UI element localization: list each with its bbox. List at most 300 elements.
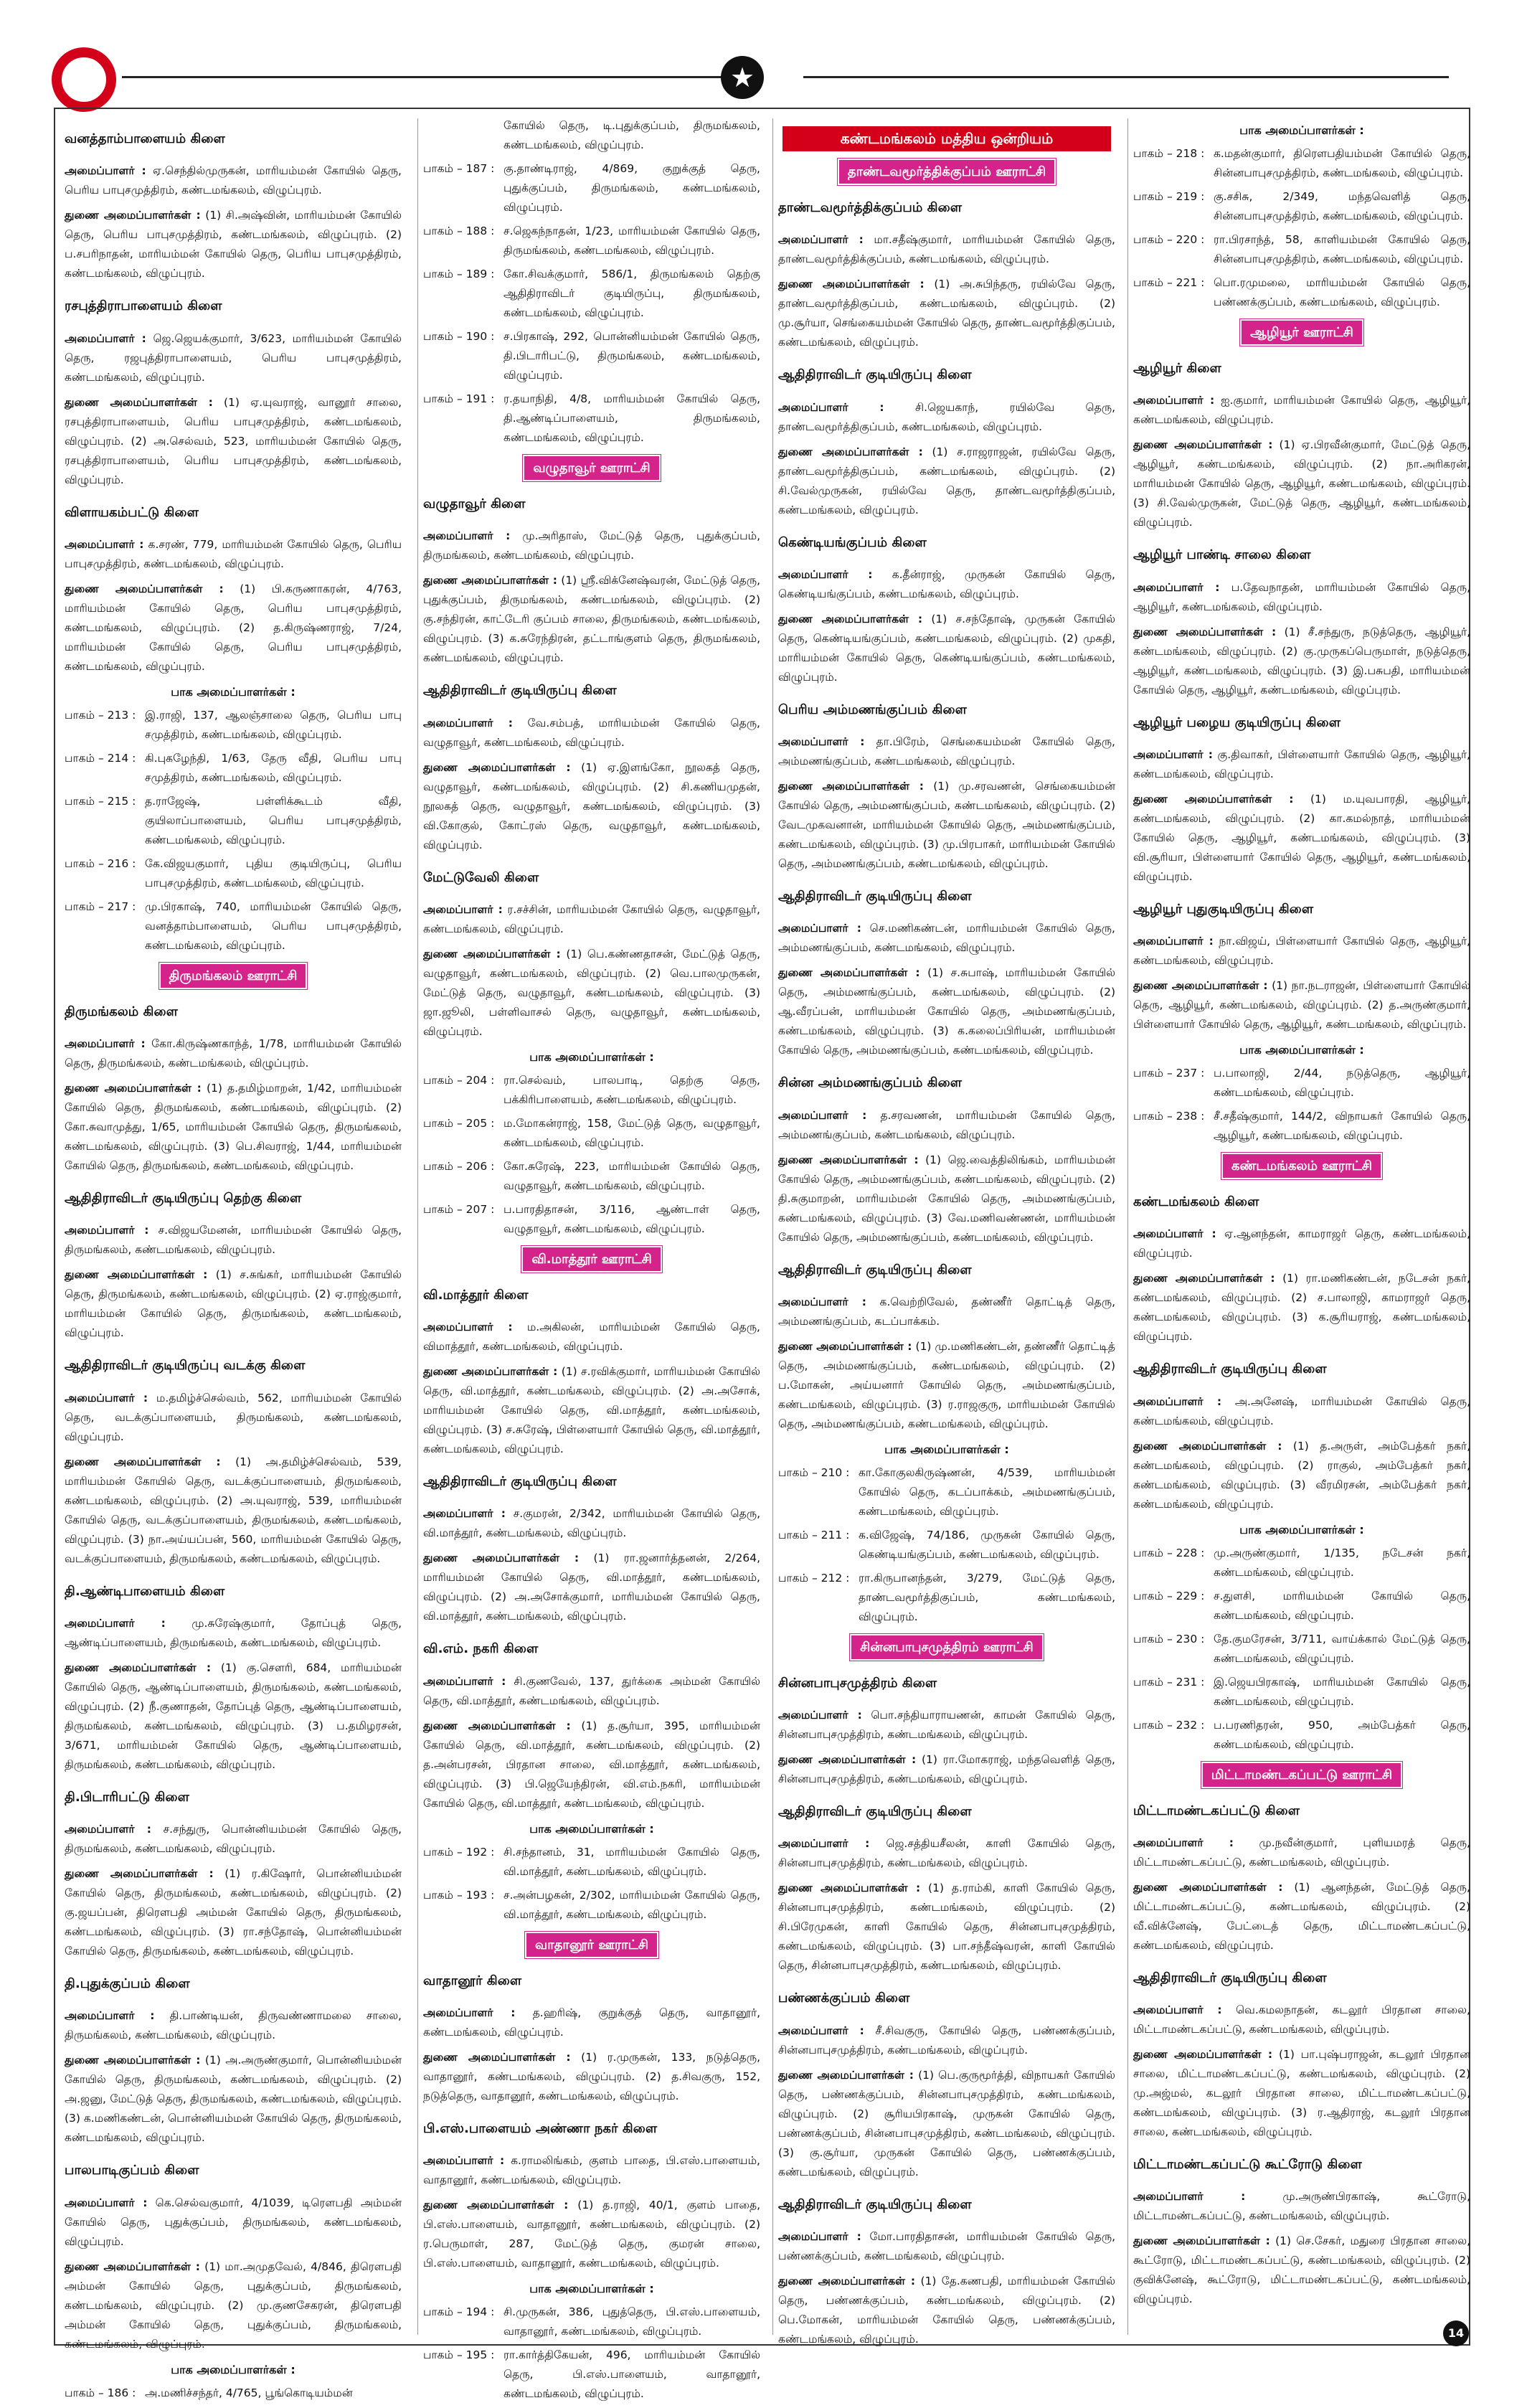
entry-text: மு.அருண்பிரகாஷ், கூட்ரோடு, மிட்டாமண்டகப்பட்டு, கண்டமங்கலம், விழுப்புரம். [1133, 2190, 1470, 2223]
deputy-label: துணை அமைப்பாளர்கள் : [423, 2199, 569, 2211]
deputy-label: துணை அமைப்பாளர்கள் : [778, 1339, 912, 1353]
branch-heading: தாண்டவமூர்த்திக்குப்பம் கிளை [778, 200, 963, 216]
part-organizer: ப.பரணிதரன், 950, அம்பேத்கர் தெரு, கண்டமங்கலம், விழுப்புரம். [1214, 1718, 1470, 1751]
branch-heading: வி.மாத்தூர் கிளை [423, 1287, 529, 1303]
panchayat-label: கண்டமங்கலம் ஊராட்சி [1221, 1153, 1382, 1179]
part-organizers-heading: பாக அமைப்பாளர்கள் : [529, 2282, 654, 2295]
organizer-entry [65, 1820, 402, 1859]
entry-text: ஐ.குமார், மாரியம்மன் கோயில் தெரு, ஆழியூர், கண்டமங்கலம், விழுப்புரம். [1133, 394, 1470, 427]
part-row [1133, 1587, 1470, 1625]
organizer-label: அமைப்பாளர் : [1133, 580, 1220, 594]
organizer-label: அமைப்பாளர் : [778, 922, 861, 935]
branch-heading: ஆதிதிராவிடர் குடியிருப்பு கிளை [1133, 1970, 1327, 1986]
part-organizers-heading: பாக அமைப்பாளர்கள் : [884, 1442, 1009, 1456]
panchayat-label: சின்னபாபுசமுத்திரம் ஊராட்சி [850, 1634, 1043, 1661]
organizer-entry [423, 714, 760, 752]
entry-text: ச.சந்துரு, பொன்னியம்மன் கோயில் தெரு, திருமங்கலம், கண்டமங்கலம், விழுப்புரம். [65, 1823, 402, 1855]
deputy-label: துணை அமைப்பாளர்கள் : [778, 1753, 917, 1766]
entry-text: (1) த.சூர்யா, 395, மாரியம்மன் கோயில் தெரு, வி.மாத்தூர், கண்டமங்கலம், விழுப்புரம். (2) த.அன்பரசன், பிரதான சாலை, வி.மாத்தூர், கண்டமங்கலம், விழுப்புரம். (3) பி.ஜெயேந்திரன், வி.எம்.நகரி, மாரியம்மன் கோயில் தெரு, வி.மாத்தூர், கண்டமங்கலம், விழுப்புரம். [423, 1719, 761, 1810]
header-rule-left [122, 76, 724, 78]
entry-text: க.ராமலிங்கம், குளம் பாதை, பி.எஸ்.பாளையம், வாதானூர், கண்டமங்கலம், விழுப்புரம். [423, 2154, 760, 2186]
deputy-organizers-entry [778, 1879, 1115, 1975]
part-row [65, 897, 402, 955]
organizer-entry [778, 2021, 1115, 2060]
part-row [423, 265, 760, 323]
branch-heading: பெரிய அம்மணங்குப்பம் கிளை [778, 702, 967, 717]
part-number: பாகம் – 232 : [1133, 1718, 1205, 1732]
entry-text: (1) பா.புஷ்பராஜன், கடலூர் பிரதான சாலை, மிட்டாமண்டகப்பட்டு, கண்டமங்கலம், விழுப்புரம். (2) மு.அஜ்மல், கடலூர் பிரதான சாலை, மிட்டாமண்டகப்பட்டு, கண்டமங்கலம், விழுப்புரம். (3) ர.ஆதிராஜ், கடலூர் பிரதான சாலை, கண்டமங்கலம், விழுப்புரம். [1133, 2048, 1471, 2138]
column-1 [65, 116, 402, 2407]
part-number: பாகம் – 229 : [1133, 1589, 1205, 1602]
branch-heading: ஆதிதிராவிடர் குடியிருப்பு கிளை [778, 889, 972, 905]
branch-heading: சின்ன அம்மணங்குப்பம் கிளை [778, 1075, 963, 1091]
entry-text: (1) ஏ.இளங்கோ, நூலகத் தெரு, வழுதாவூர், கண்டமங்கலம், விழுப்புரம். (2) சி.கணியமுதன், நூலகத் தெரு, வழுதாவூர், கண்டமங்கலம், விழுப்புரம். (3) வி.கோகுல், கோட்ரஸ் தெரு, வழுதாவூர், கண்டமங்கலம், விழுப்புரம். [423, 760, 760, 851]
deputy-organizers-entry [778, 610, 1115, 687]
part-row [65, 2384, 402, 2403]
part-number [423, 116, 503, 155]
organizer-label: அமைப்பாளர் : [65, 1823, 151, 1836]
organizer-entry [1133, 2001, 1470, 2039]
organizer-label: அமைப்பாளர் : [1133, 935, 1214, 948]
part-number: பாகம் – 214 : [65, 751, 136, 765]
deputy-label: துணை அமைப்பாளர்கள் : [423, 1552, 580, 1565]
organizer-label: அமைப்பாளர் : [778, 2229, 861, 2243]
branch-heading: ஆழியூர் பாண்டி சாலை கிளை [1133, 547, 1311, 563]
column-3 [778, 116, 1115, 2355]
entry-text: (1) ரா.ஜனார்த்தனன், 2/264, மாரியம்மன் கோயில் தெரு, வி.மாத்தூர், கண்டமங்கலம், விழுப்புரம். (2) அ.அசோக்குமார், மாரியம்மன் கோயில் தெரு, வி.மாத்தூர், கண்டமங்கலம், விழுப்புரம். [423, 1552, 761, 1623]
part-number: பாகம் – 187 : [423, 162, 495, 175]
organizer-entry [778, 398, 1115, 437]
deputy-organizers-entry [65, 2257, 402, 2354]
part-number: பாகம் – 237 : [1133, 1067, 1205, 1080]
deputy-label: துணை அமைப்பாளர்கள் : [65, 1268, 208, 1282]
deputy-label: துணை அமைப்பாளர்கள் : [1133, 1880, 1283, 1894]
branch-heading: ஆழியூர் பழைய குடியிருப்பு கிளை [1133, 714, 1341, 730]
entry-text: க.தீன்ராஜ், முருகன் கோயில் தெரு, கெண்டியங்குப்பம், கண்டமங்கலம், விழுப்புரம். [778, 567, 1115, 600]
entry-text: ஏ.செந்தில்முருகன், மாரியம்மன் கோயில் தெரு, பெரிய பாபுசமுத்திரம், கண்டமங்கலம், விழுப்புரம். [65, 164, 402, 197]
deputy-label: துணை அமைப்பாளர்கள் : [423, 1365, 558, 1378]
entry-text: (1) ஜெ.வைத்திலிங்கம், மாரியம்மன் கோயில் தெரு, அம்மணங்குப்பம், கண்டமங்கலம், விழுப்புரம். (2) தி.சுகுமாறன், மாரியம்மன் கோயில் தெரு, அம்மணங்குப்பம், கண்டமங்கலம், விழுப்புரம். (3) வே.மணிவண்ணன், மாரியம்மன் கோயில் தெரு, அம்மணங்குப்பம், கண்டமங்கலம், விழுப்புரம். [778, 1153, 1115, 1244]
entry-text: (1) ர.கிஷோர், பொன்னியம்மன் கோயில் தெரு, திருமங்கலம், கண்டமங்கலம், விழுப்புரம். (2) கு.ஜயப்பன், திரௌபதி அம்மன் கோயில் தெரு, திருமங்கலம், கண்டமங்கலம், விழுப்புரம். (3) ரா.சந்தோஷ், பொன்னியம்மன் கோயில் தெரு, திருமங்கலம், கண்டமங்கலம், விழுப்புரம். [65, 1867, 402, 1958]
branch-heading: தி.ஆண்டிபாளையம் கிளை [65, 1583, 225, 1599]
organizer-label: அமைப்பாளர் : [65, 1224, 149, 1237]
part-number: பாகம் – 207 : [423, 1202, 495, 1216]
part-organizer: ரா.கிருபானந்தன், 3/279, மேட்டுத் தெரு, தாண்டவமூர்த்திகுப்பம், கண்டமங்கலம், விழுப்புரம். [859, 1571, 1115, 1623]
entry-text: கெ.செல்வகுமார், 4/1039, டிரௌபதி அம்மன் கோயில் தெரு, புதுக்குப்பம், திருமங்கலம், கண்டமங்கலம், விழுப்புரம். [65, 2196, 402, 2248]
organizer-entry [423, 527, 760, 565]
branch-heading: ஆழியூர் கிளை [1133, 361, 1221, 377]
deputy-label: துணை அமைப்பாளர்கள் : [778, 1153, 919, 1166]
organizer-label: அமைப்பாளர் : [423, 902, 503, 916]
part-row [1133, 230, 1470, 269]
part-row [1133, 1064, 1470, 1103]
part-organizer: க.விஜேஷ், 74/186, முருகன் கோயில் தெரு, கெண்டியங்குப்பம், கண்டமங்கலம், விழுப்புரம். [859, 1528, 1115, 1561]
header-blank-panel [767, 62, 803, 90]
entry-text: (1) கு.சௌரி, 684, மாரியம்மன் கோயில் தெரு, ஆண்டிப்பாளையம், திருமங்கலம், கண்டமங்கலம், விழுப்புரம். (2) நீ.குணாதன், தோப்புத் தெரு, ஆண்டிப்பாளையம், திருமங்கலம், கண்டமங்கலம், விழுப்புரம். (3) ப.தமிழரசன், 3/671, மாரியம்மன் கோயில் தெரு, ஆண்டிப்பாளையம், திருமங்கலம், கண்டமங்கலம், விழுப்புரம். [65, 1661, 402, 1771]
part-number: பாகம் – 194 : [423, 2305, 495, 2318]
part-organizer: அ.மணிச்சந்தர், 4/765, பூங்கொடியம்மன் [145, 2386, 353, 2399]
panchayat-label: திருமங்கலம் ஊராட்சி [159, 963, 308, 989]
entry-text: வெ.கமலநாதன், கடலூர் பிரதான சாலை, மிட்டாமண்டகப்பட்டு, கண்டமங்கலம், விழுப்புரம். [1133, 2003, 1470, 2036]
page-header-band [43, 43, 1477, 108]
organizer-entry [1133, 1392, 1470, 1431]
part-organizer: கா.கோகுலகிருஷ்ணன், 4/539, மாரியம்மன் கோயில் தெரு, கடப்பாக்கம், அம்மணங்குப்பம், கண்டமங்கலம், விழுப்புரம். [859, 1465, 1115, 1518]
entry-text: ஜெ.சத்தியசீலன், காளி கோயில் தெரு, சின்னபாபுசமுத்திரம், கண்டமங்கலம், விழுப்புரம். [778, 1837, 1115, 1870]
deputy-label: துணை அமைப்பாளர்கள் : [65, 1455, 221, 1468]
part-row [423, 327, 760, 385]
organizer-label: அமைப்பாளர் : [65, 2009, 155, 2023]
branch-heading: ஆதிதிராவிடர் குடியிருப்பு கிளை [778, 2196, 972, 2212]
deputy-label: துணை அமைப்பாளர்கள் : [1133, 2234, 1270, 2248]
branch-heading: வனத்தாம்பாளையம் கிளை [65, 131, 225, 147]
deputy-organizers-entry [65, 1265, 402, 1343]
branch-heading: மிட்டாமண்டகப்பட்டு கூட்ரோடு கிளை [1133, 2157, 1362, 2173]
organizer-entry [65, 2006, 402, 2045]
entry-text: சி.குணவேல், 137, துர்க்கை அம்மன் கோயில் தெரு, வி.மாத்தூர், கண்டமங்கலம், விழுப்புரம். [423, 1674, 760, 1707]
entry-text: (1) ரா.மோகராஜ், மந்தவெளித் தெரு, சின்னபாபுசமுத்திரம், கண்டமங்கலம், விழுப்புரம். [778, 1753, 1115, 1785]
deputy-label: துணை அமைப்பாளர்கள் : [65, 209, 201, 222]
part-number: பாகம் – 188 : [423, 225, 495, 237]
entry-text: த.ஹரிஷ், குறுக்குத் தெரு, வாதானூர், கண்டமங்கலம், விழுப்புரம். [423, 2006, 761, 2039]
deputy-organizers-entry [778, 2272, 1115, 2349]
deputy-organizers-entry [65, 1079, 402, 1176]
deputy-organizers-entry [65, 2051, 402, 2148]
organizer-label: அமைப்பாளர் : [423, 1321, 513, 1333]
entry-text: (1) சீ.சந்துரு, நடுத்தெரு, ஆழியூர், கண்டமங்கலம், விழுப்புரம். (2) கு.முருகப்பெருமாள், நடுத்தெரு, ஆழியூர், கண்டமங்கலம், விழுப்புரம். (3) இ.பசுபதி, மாரியம்மன் கோயில் தெரு, ஆழியூர், கண்டமங்கலம், விழுப்புரம். [1133, 625, 1470, 697]
organizer-entry [1133, 391, 1470, 430]
entry-text: மோ.பாரதிதாசன், மாரியம்மன் கோயில் தெரு, பண்ணக்குப்பம், கண்டமங்கலம், விழுப்புரம். [778, 2229, 1115, 2262]
entry-text: (1) மு.சரவணன், செங்கையம்மன் கோயில் தெரு, அம்மணங்குப்பம், கண்டமங்கலம், விழுப்புரம். (2) வேடமுகவனான், மாரியம்மன் கோயில் தெரு, அம்மணங்குப்பம், கண்டமங்கலம், விழுப்புரம். (3) மு.பிரபாகர், மாரியம்மன் கோயில் தெரு, அம்மணங்குப்பம், கண்டமங்கலம், விழுப்புரம். [778, 780, 1115, 870]
organizer-entry [423, 900, 760, 939]
deputy-organizers-entry [423, 1549, 760, 1626]
entry-text: ம.தமிழ்ச்செல்வம், 562, மாரியம்மன் கோயில் தெரு, வடக்குப்பாளையம், திருமங்கலம், கண்டமங்கலம், விழுப்புரம். [65, 1391, 402, 1443]
part-number: பாகம் – 193 : [423, 1888, 495, 1902]
deputy-organizers-entry [423, 945, 760, 1042]
part-organizer: சீ.சதீஷ்குமார், 144/2, விநாயகர் கோயில் தெரு, ஆழியூர், கண்டமங்கலம், விழுப்புரம். [1214, 1110, 1470, 1142]
organizer-entry [1133, 745, 1470, 784]
organizer-entry [65, 2194, 402, 2252]
deputy-organizers-entry [65, 1453, 402, 1569]
organizer-label: அமைப்பாளர் : [778, 735, 865, 748]
organizer-label: அமைப்பாளர் : [65, 2196, 148, 2209]
deputy-label: துணை அமைப்பாளர்கள் : [65, 395, 213, 409]
entry-text: (1) ச.ராஜராஜன், ரயில்வே தெரு, தாண்டவமூர்த்திகுப்பம், கண்டமங்கலம், விழுப்புரம். (2) சி.வேல்முருகன், ரயில்வே தெரு, தாண்டவமூர்த்திகுப்பம், கண்டமங்கலம், விழுப்புரம். [778, 445, 1115, 516]
deputy-organizers-entry [1133, 1437, 1470, 1514]
entry-text: (1) ஏ.யுவராஜ், வானூர் சாலை, ரசபுத்திராபாளையம், பெரிய பாபுசமுத்திரம், கண்டமங்கலம், விழுப்புரம். (2) அ.செல்வம், 523, மாரியம்மன் கோயில் தெரு, ரசபுத்திராபாளையம், பெரிய பாபுசமுத்திரம், கண்டமங்கலம், விழுப்புரம். [65, 395, 402, 486]
column-divider [417, 118, 418, 2335]
deputy-organizers-entry [778, 1750, 1115, 1789]
deputy-organizers-entry [65, 393, 402, 490]
deputy-organizers-entry [423, 571, 760, 668]
entry-text: (1) மா.அமுதவேல், 4/846, திரௌபதி அம்மன் கோயில் தெரு, புதுக்குப்பம், திருமங்கலம், கண்டமங்கலம், விழுப்புரம். (2) மு.குணசேகரன், திரௌபதி அம்மன் கோயில் தெரு, புதுக்குப்பம், திருமங்கலம், கண்டமங்கலம், விழுப்புரம். [65, 2260, 402, 2351]
entry-text: (1) அ.தமிழ்ச்செல்வம், 539, மாரியம்மன் கோயில் தெரு, வடக்குப்பாளையம், திருமங்கலம், கண்டமங்கலம், விழுப்புரம். (2) அ.யுவராஜ், 539, மாரியம்மன் கோயில் தெரு, வடக்குப்பாளையம், திருமங்கலம், கண்டமங்கலம், விழுப்புரம். (3) நா.அய்யப்பன், 560, மாரியம்மன் கோயில் தெரு, வடக்குப்பாளையம், திருமங்கலம், கண்டமங்கலம், விழுப்புரம். [65, 1455, 402, 1565]
branch-heading: ஆழியூர் புதுகுடியிருப்பு கிளை [1133, 901, 1314, 917]
entry-text: (1) த.ராஜி, 40/1, குளம் பாதை, பி.எஸ்.பாளையம், வாதானூர், கண்டமங்கலம், விழுப்புரம். (2) ர.பெருமாள், 287, மேட்டுத் தெரு, குமரன் சாலை, பி.எஸ்.பாளையம், வாதானூர், கண்டமங்கலம், விழுப்புரம். [423, 2199, 760, 2270]
deputy-label: துணை அமைப்பாளர்கள் : [778, 780, 924, 793]
part-number: பாகம் – 231 : [1133, 1675, 1205, 1689]
branch-heading: வழுதாவூர் கிளை [423, 496, 526, 512]
organizer-entry [778, 2227, 1115, 2266]
entry-text: ச.குமரன், 2/342, மாரியம்மன் கோயில் தெரு, வி.மாத்தூர், கண்டமங்கலம், விழுப்புரம். [423, 1507, 761, 1540]
part-number: பாகம் – 204 : [423, 1073, 495, 1087]
organizer-label: அமைப்பாளர் : [778, 2024, 864, 2037]
entry-text: வே.சம்பத், மாரியம்மன் கோயில் தெரு, வழுதாவூர், கண்டமங்கலம், விழுப்புரம். [423, 716, 760, 749]
entry-text: (1) சி.அஷ்வின், மாரியம்மன் கோயில் தெரு, பெரிய பாபுசமுத்திரம், கண்டமங்கலம், விழுப்புரம். (2) ப.சபரிநாதன், மாரியம்மன் கோயில் தெரு, பெரிய பாபுசமுத்திரம், கண்டமங்கலம், விழுப்புரம். [65, 209, 402, 280]
organizer-entry [65, 329, 402, 387]
branch-heading: சின்னபாபுசமுத்திரம் கிளை [778, 1675, 937, 1691]
organizer-label: அமைப்பாளர் : [1133, 1394, 1222, 1408]
part-organizer: ரா.செல்வம், பாலபாடி, தெற்கு தெரு, பக்கிரிபாளையம், கண்டமங்கலம், விழுப்புரம். [503, 1073, 760, 1106]
part-row [778, 1463, 1115, 1521]
part-organizers-heading: பாக அமைப்பாளர்கள் : [171, 2362, 295, 2376]
organizer-label: அமைப்பாளர் : [778, 233, 864, 247]
part-row [65, 854, 402, 893]
organizer-label: அமைப்பாளர் : [65, 1037, 146, 1050]
part-organizer: ச.ஜெகந்நாதன், 1/23, மாரியம்மன் கோயில் தெரு, திருமங்கலம், கண்டமங்கலம், விழுப்புரம். [503, 225, 760, 257]
part-organizer: கு.சசிசு, 2/349, மந்தவெளித் தெரு, சின்னபாபுசமுத்திரம், கண்டமங்கலம், விழுப்புரம். [1214, 190, 1470, 222]
organizer-label: அமைப்பாளர் : [423, 1674, 506, 1688]
part-organizer: ப.பாலாஜி, 2/44, நடுத்தெரு, ஆழியூர், கண்டமங்கலம், விழுப்புரம். [1214, 1067, 1470, 1099]
part-row [423, 1114, 760, 1153]
deputy-label: துணை அமைப்பாளர்கள் : [65, 1661, 212, 1674]
branch-heading: பி.எஸ்.பாளையம் அண்ணா நகர் கிளை [423, 2120, 658, 2136]
deputy-organizers-entry [423, 758, 760, 855]
organizer-label: அமைப்பாளர் : [423, 716, 513, 730]
deputy-label: துணை அமைப்பாளர்கள் : [778, 2274, 916, 2287]
part-organizers-heading: பாக அமைப்பாளர்கள் : [1239, 1522, 1364, 1536]
part-organizer: கோயில் தெரு, டி.புதுக்குப்பம், திருமங்கலம், கண்டமங்கலம், விழுப்புரம். [503, 119, 760, 151]
organizer-entry [1133, 2187, 1470, 2226]
part-organizer: சி.முருகன், 386, புதுத்தெரு, பி.எஸ்.பாளையம், வாதானூர், கண்டமங்கலம், விழுப்புரம். [503, 2305, 760, 2338]
organizer-label: அமைப்பாளர் : [423, 529, 511, 543]
part-number: பாகம் – 190 : [423, 330, 495, 343]
deputy-organizers-entry [65, 580, 402, 676]
part-organizer: கோ.சுரேஷ், 223, மாரியம்மன் கோயில் தெரு, வழுதாவூர், கண்டமங்கலம், விழுப்புரம். [503, 1159, 760, 1192]
part-row [423, 389, 760, 448]
panchayat-label: ஆழியூர் ஊராட்சி [1240, 319, 1363, 346]
elephant-emblem-icon: ★ [721, 56, 764, 99]
column-2 [423, 116, 760, 2408]
deputy-organizers-entry [778, 777, 1115, 874]
deputy-label: துணை அமைப்பாளர்கள் : [423, 947, 561, 960]
part-row [778, 1569, 1115, 1627]
deputy-label: துணை அமைப்பாளர்கள் : [65, 2054, 201, 2067]
branch-heading: திருமங்கலம் கிளை [65, 1004, 179, 1019]
part-number: பாகம் – 217 : [65, 900, 136, 913]
organizer-entry [778, 919, 1115, 958]
part-organizer: கி.புகழேந்தி, 1/63, தேரு வீதி, பெரிய பாபு சமுத்திரம், கண்டமங்கலம், விழுப்புரம். [145, 751, 402, 784]
part-organizer: ச.துளசி, மாரியம்மன் கோயில் தெரு, கண்டமங்கலம், விழுப்புரம். [1214, 1589, 1470, 1622]
part-organizer: க.மதன்குமார், திரௌபதியம்மன் கோயில் தெரு, சின்னபாபுசமுத்திரம், கண்டமங்கலம், விழுப்புரம். [1214, 147, 1470, 179]
organizer-label: அமைப்பாளர் : [1133, 747, 1213, 761]
branch-heading: கெண்டியங்குப்பம் கிளை [778, 534, 927, 550]
entry-text: (1) பி.கருணாகரன், 4/763, மாரியம்மன் கோயில் தெரு, பெரிய பாபுசமுத்திரம், கண்டமங்கலம், விழுப்புரம். (2) த.கிருஷ்ணராஜ், 7/24, மாரியம்மன் கோயில் தெரு, பெரிய பாபுசமுத்திரம், கண்டமங்கலம், விழுப்புரம். [65, 582, 402, 673]
column-4 [1133, 116, 1470, 2315]
part-number: பாகம் – 206 : [423, 1159, 495, 1173]
part-row [1133, 187, 1470, 226]
entry-text: க.சரண், 779, மாரியம்மன் கோயில் தெரு, பெரிய பாபுசமுத்திரம், கண்டமங்கலம், விழுப்புரம். [65, 537, 402, 570]
branch-heading: தி.புதுக்குப்பம் கிளை [65, 1976, 190, 1992]
entry-text: அ.அனேஷ், மாரியம்மன் கோயில் தெரு, கண்டமங்கலம், விழுப்புரம். [1133, 1394, 1470, 1427]
part-row [423, 2346, 760, 2404]
part-row [423, 1200, 760, 1239]
part-organizer: கு.தாண்டிராஜ், 4/869, குறுக்குத் தெரு, புதுக்குப்பம், திருமங்கலம், கண்டமங்கலம், விழுப்புரம். [503, 162, 760, 214]
entry-text: (1) ஆனந்தன், மேட்டுத் தெரு, மிட்டாமண்டகப்பட்டு, கண்டமங்கலம், விழுப்புரம். (2) வீ.விக்னேஷ், பேட்டைத் தெரு, மிட்டாமண்டகப்பட்டு, கண்டமங்கலம், விழுப்புரம். [1133, 1880, 1470, 1952]
part-number: பாகம் – 189 : [423, 268, 495, 280]
part-organizer: ரா.கார்த்திகேயன், 496, மாரியம்மன் கோயில் தெரு, பி.எஸ்.பாளையம், வாதானூர், கண்டமங்கலம், விழுப்புரம். [503, 2348, 760, 2400]
organizer-label: அமைப்பாளர் : [423, 2154, 505, 2167]
entry-text: (1) ச.ரவிக்குமார், மாரியம்மன் கோயில் தெரு, வி.மாத்தூர், கண்டமங்கலம், விழுப்புரம். (2) அ.அசோக், மாரியம்மன் கோயில் தெரு, வி.மாத்தூர், கண்டமங்கலம், விழுப்புரம். (3) ச.சுரேஷ், பிள்ளையார் கோயில் தெரு, வி.மாத்தூர், கண்டமங்கலம், விழுப்புரம். [423, 1365, 760, 1455]
page-number: 14 [1443, 2320, 1469, 2346]
part-row [65, 706, 402, 745]
branch-heading: வாதானூர் கிளை [423, 1973, 522, 1988]
deputy-label: துணை அமைப்பாளர்கள் : [778, 1881, 921, 1895]
part-row [1133, 1107, 1470, 1146]
part-organizer: ர.தயாநிதி, 4/8, மாரியம்மன் கோயில் தெரு, தி.ஆண்டிப்பாளையம், திருமங்கலம், கண்டமங்கலம், விழுப்புரம். [503, 392, 760, 444]
part-organizer: சி.சந்தானம், 31, மாரியம்மன் கோயில் தெரு, வி.மாத்தூர், கண்டமங்கலம், விழுப்புரம். [503, 1845, 760, 1878]
deputy-label: துணை அமைப்பாளர்கள் : [423, 1719, 571, 1732]
branch-heading: ஆதிதிராவிடர் குடியிருப்பு தெற்கு கிளை [65, 1191, 302, 1207]
entry-text: (1) ச.சந்தோஷ், முருகன் கோயில் தெரு, கெண்டியங்குப்பம், கண்டமங்கலம், விழுப்புரம். (2) முகதி, மாரியம்மன் கோயில் தெரு, கெண்டியங்குப்பம், கண்டமங்கலம், விழுப்புரம். [778, 612, 1115, 684]
part-organizer: மு.பிரகாஷ், 740, மாரியம்மன் கோயில் தெரு, வனத்தாம்பாளையம், பெரிய பாபுசமுத்திரம், கண்டமங்கலம், விழுப்புரம். [145, 900, 402, 952]
deputy-label: துணை அமைப்பாளர்கள் : [65, 1082, 202, 1095]
part-number: பாகம் – 220 : [1133, 233, 1205, 246]
entry-text: (1) அ.சுபிந்தரு, ரயில்வே தெரு, தாண்டவமூர்த்திகுப்பம், கண்டமங்கலம், விழுப்புரம். (2) மு.சூர்யா, செங்கையம்மன் கோயில் தெரு, தாண்டவமூர்த்திகுப்பம், கண்டமங்கலம், விழுப்புரம். [778, 278, 1115, 349]
part-number: பாகம் – 205 : [423, 1116, 495, 1130]
panchayat-label: தாண்டவமூர்த்திக்குப்பம் ஊராட்சி [838, 159, 1056, 185]
column-divider [1127, 118, 1128, 2335]
deputy-label: துணை அமைப்பாளர்கள் : [65, 1867, 214, 1880]
panchayat-label: வாதானூர் ஊராட்சி [525, 1932, 658, 1958]
part-organizers-heading: பாக அமைப்பாளர்கள் : [171, 684, 295, 699]
entry-text: சீ.சிவகுரு, கோயில் தெரு, பண்ணக்குப்பம், சின்னபாபுசமுத்திரம், கண்டமங்கலம், விழுப்புரம். [778, 2024, 1115, 2057]
entry-text: ஏ.ஆனந்தன், காமராஜர் தெரு, கண்டமங்கலம், விழுப்புரம். [1133, 1227, 1470, 1260]
organizer-label: அமைப்பாளர் : [65, 537, 144, 551]
organizer-entry [1133, 578, 1470, 617]
panchayat-label: வழுதாவூர் ஊராட்சி [523, 455, 660, 481]
organizer-label: அமைப்பாளர் : [1133, 2003, 1222, 2016]
deputy-label: துணை அமைப்பாளர்கள் : [778, 966, 920, 980]
part-row [423, 222, 760, 260]
entry-text: த.சரவணன், மாரியம்மன் கோயில் தெரு, அம்மணங்குப்பம், கண்டமங்கலம், விழுப்புரம். [778, 1108, 1115, 1141]
entry-text: (1) தே.கணபதி, மாரியம்மன் கோயில் தெரு, பண்ணக்குப்பம், கண்டமங்கலம், விழுப்புரம். (2) பெ.மோகன், மாரியம்மன் கோயில் தெரு, பண்ணக்குப்பம், கண்டமங்கலம், விழுப்புரம். [778, 2274, 1115, 2346]
branch-heading: ஆதிதிராவிடர் குடியிருப்பு கிளை [423, 683, 617, 699]
part-organizer: ம.மோகன்ராஜ், 158, மேட்டுத் தெரு, வழுதாவூர், கண்டமங்கலம், விழுப்புரம். [503, 1116, 760, 1149]
entry-text: நா.விஜய், பிள்ளையார் கோயில் தெரு, ஆழியூர், கண்டமங்கலம், விழுப்புரம். [1133, 935, 1470, 967]
organizer-entry [778, 230, 1115, 269]
part-organizer: த.ராஜேஷ், பள்ளிக்கூடம் வீதி, குயிலாப்பாளையம், பெரிய பாபுசமுத்திரம், கண்டமங்கலம், விழுப்புரம். [145, 794, 402, 846]
organizer-label: அமைப்பாளர் : [65, 1391, 148, 1404]
organizer-entry [778, 1293, 1115, 1331]
part-organizer: மு.அருண்குமார், 1/135, நடேசன் நகர், கண்டமங்கலம், விழுப்புரம். [1214, 1546, 1470, 1579]
entry-text: (1) த.தமிழ்மாறன், 1/42, மாரியம்மன் கோயில் தெரு, திருமங்கலம், கண்டமங்கலம், விழுப்புரம். (2) கோ.சுவாமுத்து, 1/65, மாரியம்மன் கோயில் தெரு, திருமங்கலம், கண்டமங்கலம், விழுப்புரம். (3) பெ.சிவராஜ், 1/44, மாரியம்மன் கோயில் தெரு, திருமங்கலம், கண்டமங்கலம், விழுப்புரம். [65, 1082, 402, 1172]
part-organizers-heading: பாக அமைப்பாளர்கள் : [1239, 1043, 1364, 1057]
part-row [423, 1157, 760, 1196]
deputy-label: துணை அமைப்பாளர்கள் : [65, 582, 224, 595]
part-number: பாகம் – 192 : [423, 1845, 495, 1859]
deputy-label: துணை அமைப்பாளர்கள் : [1133, 979, 1268, 992]
entry-text: ம.அகிலன், மாரியம்மன் கோயில் தெரு, விமாத்தூர், கண்டமங்கலம், விழுப்புரம். [423, 1321, 760, 1353]
deputy-label: துணை அமைப்பாளர்கள் : [778, 278, 925, 291]
entry-text: (1) நா.நடராஜன், பிள்ளையார் கோயில் தெரு, ஆழியூர், கண்டமங்கலம், விழுப்புரம். (2) த.அருண்குமார், பிள்ளையார் கோயில் தெரு, ஆழியூர், கண்டமங்கலம், விழுப்புரம். [1133, 979, 1470, 1031]
entry-text: (1) அ.அருண்குமார், பொன்னியம்மன் கோயில் தெரு, திருமங்கலம், கண்டமங்கலம், விழுப்புரம். (2) அ.ஜனு, மேட்டுத் தெரு, திருமங்கலம், கண்டமங்கலம், விழுப்புரம். (3) க.மணிகண்டன், பொன்னியம்மன் கோயில் தெரு, திருமங்கலம், கண்டமங்கலம், விழுப்புரம். [65, 2054, 402, 2145]
organizer-label: அமைப்பாளர் : [1133, 1836, 1234, 1849]
organizer-entry [423, 1672, 760, 1711]
branch-heading: ஆதிதிராவிடர் குடியிருப்பு கிளை [778, 1262, 972, 1278]
organizer-label: அமைப்பாளர் : [778, 1709, 862, 1722]
deputy-organizers-entry [423, 1717, 760, 1813]
part-number: பாகம் – 191 : [423, 392, 495, 405]
part-row [1133, 273, 1470, 312]
part-organizer: இ.ஜெயபிரகாஷ், மாரியம்மன் கோயில் தெரு, கண்டமங்கலம், விழுப்புரம். [1214, 1675, 1470, 1708]
organizer-entry [778, 732, 1115, 771]
deputy-label: துணை அமைப்பாளர்கள் : [778, 612, 923, 625]
part-organizer: இ.ராஜி, 137, ஆலஞ்சாலை தெரு, பெரிய பாபு சமுத்திரம், கண்டமங்கலம், விழுப்புரம். [145, 708, 402, 741]
part-organizer: கே.விஜயகுமார், புதிய குடியிருப்பு, பெரிய பாபுசமுத்திரம், கண்டமங்கலம், விழுப்புரம். [145, 856, 402, 889]
organizer-label: அமைப்பாளர் : [423, 1507, 506, 1521]
entry-text: (1) ர.முருகன், 133, நடுத்தெரு, வாதானூர், கண்டமங்கலம், விழுப்புரம். (2) த.சிவகுரு, 152, நடுத்தெரு, வாதானூர், கண்டமங்கலம், விழுப்புரம். [423, 2050, 760, 2102]
deputy-organizers-entry [1133, 1269, 1470, 1346]
organizer-entry [65, 1034, 402, 1073]
deputy-organizers-entry [778, 443, 1115, 520]
deputy-organizers-entry [1133, 2232, 1470, 2309]
deputy-organizers-entry [778, 1337, 1115, 1434]
organizer-label: அமைப்பாளர் : [1133, 1227, 1216, 1241]
organizer-label: அமைப்பாளர் : [778, 1837, 870, 1851]
deputy-label: துணை அமைப்பாளர்கள் : [423, 574, 557, 587]
branch-heading: ஆதிதிராவிடர் குடியிருப்பு கிளை [423, 1474, 617, 1490]
organizer-entry [423, 2151, 760, 2190]
organizer-label: அமைப்பாளர் : [778, 400, 884, 414]
part-organizer: கோ.சிவக்குமார், 586/1, திருமங்கலம் தெற்கு ஆதிதிராவிடர் குடியிருப்பு, திருமங்கலம், கண்டமங்கலம், விழுப்புரம். [503, 268, 760, 319]
organizer-label: அமைப்பாளர் : [1133, 2190, 1246, 2204]
organizer-label: அமைப்பாளர் : [423, 2006, 516, 2019]
entry-text: (1) ம.யுவபாரதி, ஆழியூர், கண்டமங்கலம், விழுப்புரம். (2) கா.கமல்நாத், மாரியம்மன் கோயில் தெரு, ஆழியூர், கண்டமங்கலம், விழுப்புரம். (3) வி.சூரியா, பிள்ளையார் கோயில் தெரு, ஆழியூர், கண்டமங்கலம், விழுப்புரம். [1133, 792, 1470, 883]
branch-heading: கண்டமங்கலம் கிளை [1133, 1194, 1259, 1210]
entry-text: (1) பெ.கண்ணதாசன், மேட்டுத் தெரு, வழுதாவூர், கண்டமங்கலம், விழுப்புரம். (2) வெ.பாலமுருகன், மேட்டுத் தெரு, வழுதாவூர், கண்டமங்கலம், விழுப்புரம். (3) ஜா.ஜூலி, பள்ளிவாசல் தெரு, வழுதாவூர், கண்டமங்கலம், விழுப்புரம். [423, 947, 760, 1038]
deputy-label: துணை அமைப்பாளர்கள் : [423, 2050, 571, 2064]
entry-text: மு.சுரேஷ்குமார், தோப்புத் தெரு, ஆண்டிப்பாளையம், திருமங்கலம், கண்டமங்கலம், விழுப்புரம். [65, 1616, 402, 1649]
entry-text: (1) மு.மணிகண்டன், தண்ணீர் தொட்டித் தெரு, அம்மணங்குப்பம், கண்டமங்கலம், விழுப்புரம். (2) ப.மோகன், அய்யனார் கோயில் தெரு, அம்மணங்குப்பம், கண்டமங்கலம், விழுப்புரம். (3) ர.ராஜகுரு, மாரியம்மன் கோயில் தெரு, அம்மணங்குப்பம், கண்டமங்கலம், விழுப்புரம். [778, 1339, 1115, 1430]
entry-text: ர.சச்சின், மாரியம்மன் கோயில் தெரு, வழுதாவூர், கண்டமங்கலம், விழுப்புரம். [423, 902, 760, 935]
branch-heading: தி.பிடாரிபட்டு கிளை [65, 1789, 189, 1805]
part-row [1133, 1716, 1470, 1755]
organizer-entry [65, 1614, 402, 1653]
part-number: பாகம் – 218 : [1133, 147, 1205, 160]
entry-text: (1) ச.சுபாஷ், மாரியம்மன் கோயில் தெரு, அம்மணங்குப்பம், கண்டமங்கலம், விழுப்புரம். (2) ஆ.வீரப்பன், மாரியம்மன் கோயில் தெரு, அம்மணங்குப்பம், கண்டமங்கலம், விழுப்புரம். (3) க.கலைப்பிரியன், மாரியம்மன் கோயில் தெரு, அம்மணங்குப்பம், கண்டமங்கலம், விழுப்புரம். [778, 966, 1115, 1057]
organizer-label: அமைப்பாளர் : [1133, 394, 1215, 407]
entry-text: (1) செ.சேகர், மதுரை பிரதான சாலை, கூட்ரோடு, மிட்டாமண்டகப்பட்டு, கண்டமங்கலம், விழுப்புரம். (2) குவிக்னேஷ், கூட்ரோடு, மிட்டாமண்டகப்பட்டு, கண்டமங்கலம், விழுப்புரம். [1133, 2234, 1470, 2306]
part-number: பாகம் – 211 : [778, 1528, 850, 1541]
part-number: பாகம் – 238 : [1133, 1110, 1205, 1123]
deputy-label: துணை அமைப்பாளர்கள் : [1133, 2048, 1273, 2061]
part-number: பாகம் – 195 : [423, 2348, 495, 2361]
part-row [1133, 1630, 1470, 1668]
entry-text: (1) ஸ்ரீ.விக்னேஷ்வரன், மேட்டுத் தெரு, புதுக்குப்பம், திருமங்கலம், கண்டமங்கலம், விழுப்புரம். (2) கு.சந்திரன், காட்டேரி குப்பம் சாலை, திருமங்கலம், கண்டமங்கலம், விழுப்புரம். (3) க.சுரேந்திரன், தட்டாங்குளம் தெரு, திருமங்கலம், கண்டமங்கலம், விழுப்புரம். [423, 574, 760, 665]
part-row [1133, 144, 1470, 183]
deputy-label: துணை அமைப்பாளர்கள் : [423, 760, 571, 774]
deputy-organizers-entry [1133, 623, 1470, 700]
part-row [778, 1526, 1115, 1564]
part-organizer: பொ.ரமுமலை, மாரியம்மன் கோயில் தெரு, பண்ணக்குப்பம், கண்டமங்கலம், விழுப்புரம். [1214, 276, 1470, 308]
entry-text: பொ.சந்தியாராயணன், காமன் கோயில் தெரு, சின்னபாபுசமுத்திரம், கண்டமங்கலம், விழுப்புரம். [778, 1709, 1115, 1741]
entry-text: (1) ச.சுங்கர், மாரியம்மன் கோயில் தெரு, திருமங்கலம், கண்டமங்கலம், விழுப்புரம். (2) ஏ.ராஜ்குமார், மாரியம்மன் கோயில் தெரு, திருமங்கலம், கண்டமங்கலம், விழுப்புரம். [65, 1268, 402, 1340]
part-row [423, 1843, 760, 1881]
entry-text: மா.சதீஷ்குமார், மாரியம்மன் கோயில் தெரு, தாண்டவமூர்த்திக்குப்பம், கண்டமங்கலம், விழுப்புரம். [778, 233, 1115, 266]
part-organizers-heading: பாக அமைப்பாளர்கள் : [1239, 123, 1364, 137]
deputy-organizers-entry [778, 1151, 1115, 1247]
entry-text: ஜெ.ஜெயக்குமார், 3/623, மாரியம்மன் கோயில் தெரு, ரஜபுத்திராபாளையம், பெரிய பாபுசமுத்திரம், கண்டமங்கலம், விழுப்புரம். [65, 331, 402, 384]
